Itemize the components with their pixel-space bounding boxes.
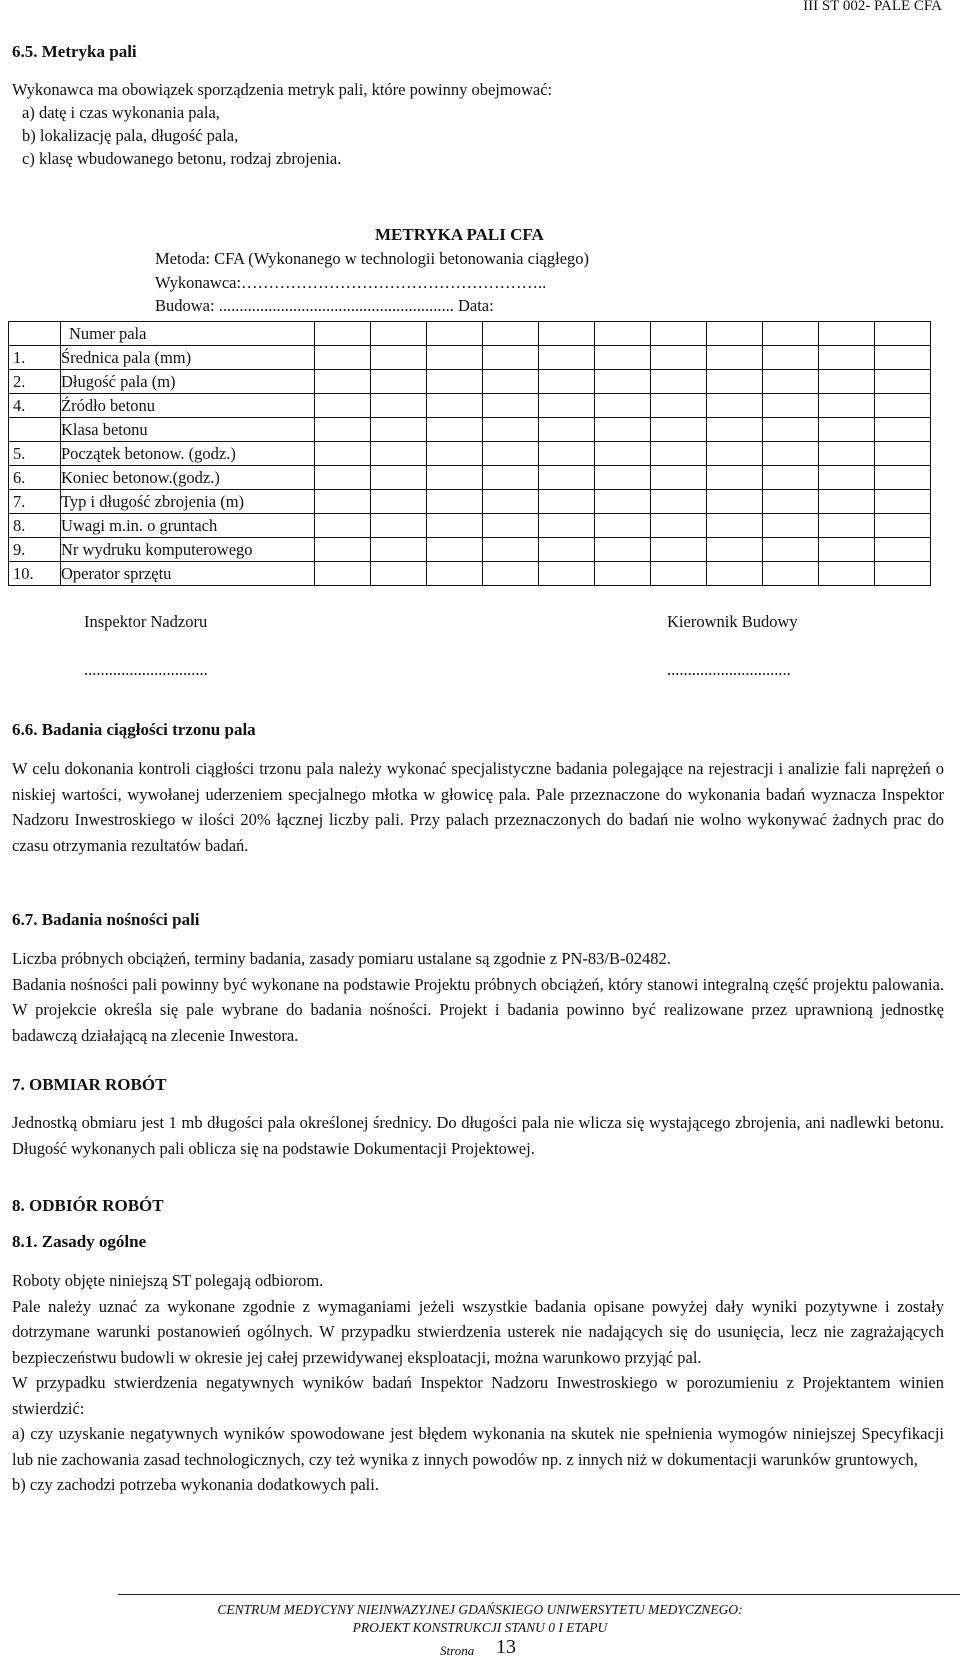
- table-cell: [875, 322, 931, 346]
- table-cell: [483, 442, 539, 466]
- table-cell: [875, 370, 931, 394]
- table-cell: [371, 490, 427, 514]
- table-cell: [539, 370, 595, 394]
- section-6-7-text: [12, 946, 944, 1048]
- row-number: 8.: [9, 514, 61, 538]
- footer-divider: [118, 1594, 960, 1595]
- table-cell: [875, 490, 931, 514]
- table-cell: [315, 490, 371, 514]
- table-cell: [483, 562, 539, 586]
- table-cell: [371, 346, 427, 370]
- table-row: [9, 442, 931, 466]
- table-cell: [875, 346, 931, 370]
- section-6-7-heading: 6.7. Badania nośności pali: [12, 910, 200, 929]
- row-number: 1.: [9, 346, 61, 370]
- table-cell: [315, 418, 371, 442]
- table-cell: [315, 538, 371, 562]
- paragraph: Jednostką obmiaru jest 1 mb długości pala określonej średnicy. Do długości pala nie wlicza się wystającego zbrojenia, ani nadlewki betonu. Długość wykonanych pali oblicza się na podstawie Dokumentacji Projektowej.: [12, 1113, 944, 1158]
- row-label: Typ i długość zbrojenia (m): [61, 490, 315, 514]
- table-cell: [483, 370, 539, 394]
- table-cell: [539, 322, 595, 346]
- table-cell: [595, 418, 651, 442]
- form-method: Metoda: CFA (Wykonanego w technologii betonowania ciągłego): [155, 249, 590, 268]
- table-cell: [595, 490, 651, 514]
- table-cell: [483, 538, 539, 562]
- row-label: Operator sprzętu: [61, 562, 315, 586]
- table-cell: [819, 466, 875, 490]
- table-cell: [371, 514, 427, 538]
- table-cell: [875, 562, 931, 586]
- table-cell: [371, 418, 427, 442]
- table-cell: [651, 538, 707, 562]
- footer-line-1: CENTRUM MEDYCYNY NIEINWAZYJNEJ GDAŃSKIEGO UNIWERSYTETU MEDYCZNEGO:: [217, 1602, 743, 1617]
- table-cell: [315, 514, 371, 538]
- section-7-text: [12, 1110, 944, 1161]
- paragraph: Pale należy uznać za wykonane zgodnie z wymaganiami jeżeli wszystkie badania opisane powyżej dały wyniki pozytywne i zostały dotrzymane warunki postanowień ogólnych. W przypadku stwierdzenia usterek nie nadających się do usunięcia, lecz nie zagrażających bezpieczeństwu budowli w okresie jej całej przewidywanej eksploatacji, można warunkowo przyjąć pal.: [12, 1296, 944, 1367]
- page-number: 13: [496, 1636, 516, 1658]
- table-cell: [595, 346, 651, 370]
- table-cell: [875, 394, 931, 418]
- row-number: 4.: [9, 394, 61, 418]
- table-cell: [819, 370, 875, 394]
- table-cell: [427, 346, 483, 370]
- table-cell: [707, 418, 763, 442]
- table-cell: [651, 466, 707, 490]
- footer-line-2: PROJEKT KONSTRUKCJI STANU 0 I ETAPU: [352, 1620, 608, 1635]
- table-row: [9, 466, 931, 490]
- table-cell: [763, 562, 819, 586]
- inspector-signature-line: ..............................: [84, 660, 208, 679]
- table-cell: [427, 370, 483, 394]
- table-cell: [539, 538, 595, 562]
- table-cell: [371, 442, 427, 466]
- row-number: 5.: [9, 442, 61, 466]
- table-cell: [707, 538, 763, 562]
- list-item-c: c) klasę wbudowanego betonu, rodzaj zbrojenia.: [22, 149, 342, 168]
- row-label: Źródło betonu: [61, 394, 315, 418]
- row-label: Klasa betonu: [61, 418, 315, 442]
- page-label: Strona: [440, 1643, 475, 1658]
- form-site: Budowa: ......................................................... Data:: [155, 296, 494, 315]
- paragraph: Roboty objęte niniejszą ST polegają odbiorom.: [12, 1271, 324, 1290]
- paragraph: Liczba próbnych obciążeń, terminy badania, zasady pomiaru ustalane są zgodnie z PN-83/B-02482.: [12, 949, 671, 968]
- pile-record-table: [8, 321, 931, 586]
- table-cell: [651, 442, 707, 466]
- table-cell: [539, 346, 595, 370]
- table-cell: [763, 514, 819, 538]
- table-cell: [819, 394, 875, 418]
- table-cell: [595, 370, 651, 394]
- table-cell: [483, 346, 539, 370]
- table-cell: [483, 490, 539, 514]
- table-cell: [651, 322, 707, 346]
- table-cell: [315, 346, 371, 370]
- table-cell: [819, 346, 875, 370]
- table-cell: [651, 418, 707, 442]
- table-row: [9, 418, 931, 442]
- table-cell: [595, 466, 651, 490]
- table-cell: [875, 442, 931, 466]
- table-cell: [707, 346, 763, 370]
- list-item-a: a) datę i czas wykonania pala,: [22, 103, 220, 122]
- table-cell: [539, 490, 595, 514]
- table-cell: [651, 514, 707, 538]
- table-row: [9, 538, 931, 562]
- table-cell: [539, 442, 595, 466]
- table-cell: [707, 466, 763, 490]
- section-8-heading: 8. ODBIÓR ROBÓT: [12, 1196, 164, 1215]
- table-cell: [875, 514, 931, 538]
- table-cell: [539, 562, 595, 586]
- table-cell: [763, 490, 819, 514]
- table-cell: [875, 538, 931, 562]
- table-cell: [595, 442, 651, 466]
- table-cell: [595, 514, 651, 538]
- table-cell: [651, 394, 707, 418]
- table-cell: [763, 442, 819, 466]
- table-cell: [763, 466, 819, 490]
- table-row: [9, 514, 931, 538]
- table-cell: [763, 538, 819, 562]
- table-cell: [651, 562, 707, 586]
- manager-label: Kierownik Budowy: [667, 612, 798, 631]
- document-ref: III ST 002- PALE CFA: [803, 0, 942, 14]
- table-cell: [371, 394, 427, 418]
- table-row: [9, 394, 931, 418]
- table-cell: [707, 442, 763, 466]
- row-number: 2.: [9, 370, 61, 394]
- table-cell: [819, 418, 875, 442]
- row-number: 7.: [9, 490, 61, 514]
- row-label: Uwagi m.in. o gruntach: [61, 514, 315, 538]
- table-row: [9, 370, 931, 394]
- table-cell: [427, 562, 483, 586]
- row-number: 6.: [9, 466, 61, 490]
- table-cell: [427, 442, 483, 466]
- table-cell: [315, 370, 371, 394]
- table-row: [9, 322, 931, 346]
- table-cell: [819, 490, 875, 514]
- row-label: Długość pala (m): [61, 370, 315, 394]
- form-title: METRYKA PALI CFA: [375, 225, 544, 244]
- table-cell: [707, 562, 763, 586]
- table-cell: [819, 322, 875, 346]
- table-cell: [763, 370, 819, 394]
- row-label: Nr wydruku komputerowego: [61, 538, 315, 562]
- table-cell: [427, 538, 483, 562]
- table-cell: [371, 322, 427, 346]
- table-cell: [539, 394, 595, 418]
- section-6-5-heading: 6.5. Metryka pali: [12, 42, 137, 61]
- table-cell: [483, 418, 539, 442]
- table-cell: [707, 514, 763, 538]
- table-cell: [763, 346, 819, 370]
- paragraph: b) czy zachodzi potrzeba wykonania dodatkowych pali.: [12, 1475, 379, 1494]
- table-cell: [427, 490, 483, 514]
- table-cell: [427, 322, 483, 346]
- section-6-6-heading: 6.6. Badania ciągłości trzonu pala: [12, 720, 256, 739]
- table-row: [9, 490, 931, 514]
- section-7-heading: 7. OBMIAR ROBÓT: [12, 1075, 167, 1094]
- table-row: [9, 346, 931, 370]
- table-cell: [427, 394, 483, 418]
- table-cell: [371, 562, 427, 586]
- table-cell: [483, 322, 539, 346]
- table-cell: [315, 466, 371, 490]
- row-number: 10.: [9, 562, 61, 586]
- table-cell: [763, 418, 819, 442]
- table-cell: [595, 562, 651, 586]
- section-8-1-heading: 8.1. Zasady ogólne: [12, 1232, 147, 1251]
- section-8-1-text: [12, 1268, 944, 1498]
- row-label: Początek betonow. (godz.): [61, 442, 315, 466]
- table-cell: [595, 394, 651, 418]
- form-contractor: Wykonawca:………………………………………………..: [155, 273, 547, 292]
- row-label: Numer pala: [61, 322, 315, 346]
- row-label: Średnica pala (mm): [61, 346, 315, 370]
- table-cell: [315, 394, 371, 418]
- paragraph: W przypadku stwierdzenia negatywnych wyników badań Inspektor Nadzoru Inwestroskiego w porozumieniu z Projektantem winien stwierdzić:: [12, 1373, 944, 1418]
- table-cell: [371, 370, 427, 394]
- table-cell: [651, 346, 707, 370]
- inspector-label: Inspektor Nadzoru: [84, 612, 208, 631]
- table-cell: [483, 514, 539, 538]
- row-number: 9.: [9, 538, 61, 562]
- table-cell: [819, 538, 875, 562]
- table-cell: [539, 466, 595, 490]
- table-cell: [427, 466, 483, 490]
- table-row: [9, 562, 931, 586]
- table-cell: [427, 514, 483, 538]
- table-cell: [707, 394, 763, 418]
- table-cell: [651, 370, 707, 394]
- table-cell: [483, 466, 539, 490]
- manager-signature-line: ..............................: [667, 660, 791, 679]
- table-cell: [595, 538, 651, 562]
- paragraph: Badania nośności pali powinny być wykonane na podstawie Projektu próbnych obciążeń, który stanowi integralną część projektu palowania. W projekcie określa się pale wybrane do badania nośności. Projekt i badania powinno być realizowane przez uprawnioną jednostkę badawczą działającą na zlecenie Inwestora.: [12, 974, 944, 1045]
- table-cell: [315, 322, 371, 346]
- table-cell: [315, 562, 371, 586]
- table-cell: [427, 418, 483, 442]
- row-number: [9, 322, 61, 346]
- row-number: [9, 418, 61, 442]
- table-cell: [763, 322, 819, 346]
- table-cell: [371, 538, 427, 562]
- table-cell: [819, 442, 875, 466]
- table-cell: [875, 418, 931, 442]
- table-cell: [483, 394, 539, 418]
- table-cell: [595, 322, 651, 346]
- section-6-5-intro: Wykonawca ma obowiązek sporządzenia metryk pali, które powinny obejmować:: [12, 80, 553, 99]
- table-cell: [763, 394, 819, 418]
- section-6-6-text: [12, 756, 944, 858]
- table-cell: [539, 418, 595, 442]
- table-cell: [651, 490, 707, 514]
- paragraph: a) czy uzyskanie negatywnych wyników spowodowane jest błędem wykonania na skutek nie spełnienia wymogów niniejszej Specyfikacji lub nie zachowania zasad technologicznych, czy też wynika z innych powodów np. z innych niż w dokumentacji warunków gruntowych,: [12, 1424, 944, 1469]
- table-cell: [371, 466, 427, 490]
- table-cell: [819, 562, 875, 586]
- table-cell: [707, 370, 763, 394]
- table-cell: [875, 466, 931, 490]
- table-cell: [819, 514, 875, 538]
- table-cell: [315, 442, 371, 466]
- list-item-b: b) lokalizację pala, długość pala,: [22, 126, 239, 145]
- table-cell: [539, 514, 595, 538]
- row-label: Koniec betonow.(godz.): [61, 466, 315, 490]
- table-cell: [707, 490, 763, 514]
- paragraph: W celu dokonania kontroli ciągłości trzonu pala należy wykonać specjalistyczne badania polegające na rejestracji i analizie fali naprężeń o niskiej wartości, wywołanej uderzeniem specjalnego młotka w głowicę pala. Pale przeznaczone do wykonania badań wyznacza Inspektor Nadzoru Inwestroskiego w ilości 20% łącznej liczby pali. Przy palach przeznaczonych do badań nie wolno wykonywać żadnych prac do czasu otrzymania rezultatów badań.: [12, 759, 944, 855]
- table-cell: [707, 322, 763, 346]
